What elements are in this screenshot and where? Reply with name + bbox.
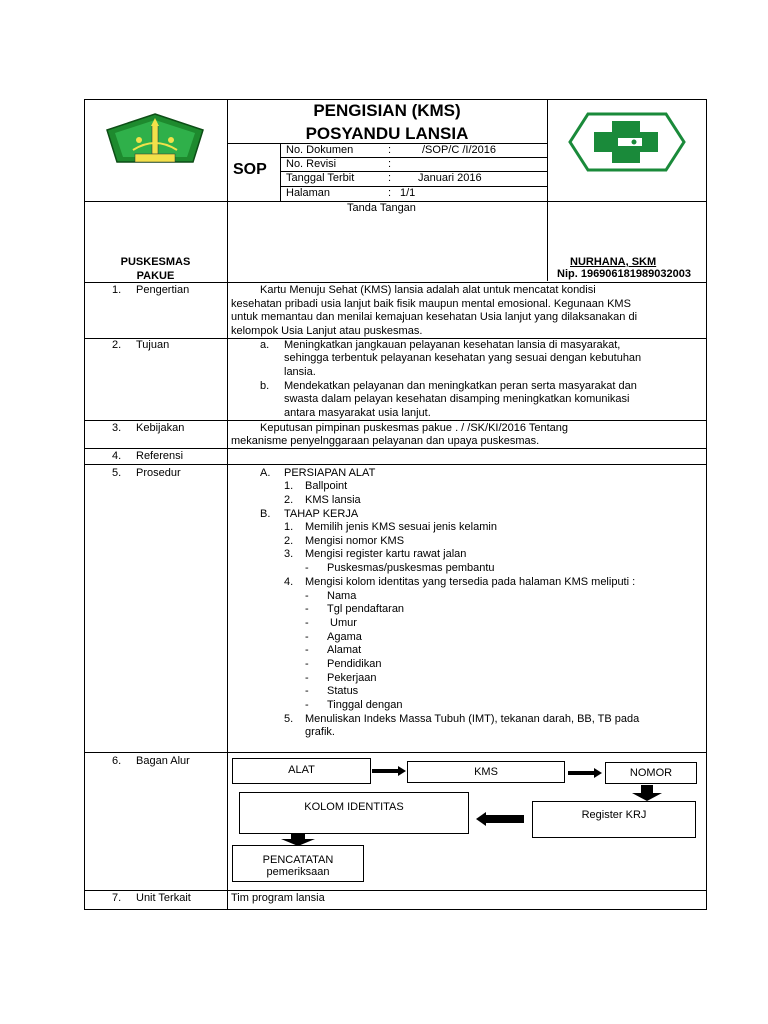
puskesmas-name: PAKUE	[136, 270, 175, 282]
list-heading: PERSIAPAN ALAT	[284, 467, 376, 479]
column-divider	[280, 143, 281, 201]
list-number: 2.	[284, 535, 294, 547]
flow-box-alat	[232, 758, 371, 784]
list-item: Mengisi nomor KMS	[305, 535, 405, 547]
row-divider	[84, 464, 707, 465]
meta-label: No. Dokumen	[286, 144, 354, 156]
flow-box-pencatatan	[232, 845, 364, 882]
list-subitem: Alamat	[327, 644, 362, 656]
meta-sep: :	[388, 187, 392, 199]
section-number: 3.	[112, 422, 122, 434]
paragraph-line: kesehatan pribadi usia lanjut baik fisik maupun mental emosional. Kegunaan KMS	[231, 298, 631, 310]
list-subitem: Nama	[327, 590, 357, 602]
row-divider	[84, 420, 707, 421]
puskesmas-green-cross-logo	[568, 112, 686, 172]
sop-document	[84, 99, 707, 910]
meta-label: Halaman	[286, 187, 331, 199]
section-label: Bagan Alur	[136, 755, 190, 767]
list-number: 2.	[284, 494, 294, 506]
section-number: 6.	[112, 755, 122, 767]
list-dash: -	[305, 658, 309, 670]
list-subitem: Agama	[327, 631, 362, 643]
list-marker: B.	[260, 508, 271, 520]
list-subitem: Tgl pendaftaran	[327, 603, 405, 615]
section-label: Pengertian	[136, 284, 190, 296]
puskesmas-name: PUSKESMAS	[120, 256, 191, 268]
section-label: Prosedur	[136, 467, 181, 479]
list-item: Mendekatkan pelayanan dan meningkatkan peran serta masyarakat dan	[284, 380, 637, 392]
meta-label: No. Revisi	[286, 158, 337, 170]
list-subitem: Tinggal dengan	[327, 699, 403, 711]
list-subitem: Pendidikan	[327, 658, 382, 670]
list-item: sehingga terbentuk pelayanan kesehatan yang sesuai dengan kebutuhan	[284, 352, 642, 364]
flow-box-label: PENCATATAN	[262, 854, 334, 866]
list-dash: -	[305, 685, 309, 697]
list-item: Mengisi kolom identitas yang tersedia pada halaman KMS meliputi :	[305, 576, 636, 588]
list-number: 3.	[284, 548, 294, 560]
section-label: Kebijakan	[136, 422, 185, 434]
flow-box-kms	[407, 761, 565, 783]
list-item: Memilih jenis KMS sesuai jenis kelamin	[305, 521, 497, 533]
list-item: Mengisi register kartu rawat jalan	[305, 548, 467, 560]
sop-label: SOP	[233, 161, 267, 178]
section-label: Tujuan	[136, 339, 170, 351]
row-divider	[84, 890, 707, 891]
list-dash: -	[305, 631, 309, 643]
paragraph-line: kelompok Usia Lanjut atau puskesmas.	[231, 325, 423, 337]
unit-terkait-value: Tim program lansia	[231, 892, 325, 904]
section-label: Unit Terkait	[136, 892, 191, 904]
arrow-left-icon	[476, 812, 524, 826]
list-heading: TAHAP KERJA	[284, 508, 359, 520]
signatory-name: NURHANA, SKM	[570, 256, 657, 268]
list-subitem: Puskesmas/puskesmas pembantu	[327, 562, 495, 574]
paragraph-line: Keputusan pimpinan puskesmas pakue . / /SK/KI/2016 Tentang	[260, 422, 568, 434]
flow-box-nomor	[605, 762, 697, 784]
flow-box-label: pemeriksaan	[266, 866, 330, 878]
arrow-right-icon	[568, 768, 602, 778]
arrow-down-icon	[632, 785, 662, 801]
meta-sep: :	[388, 172, 392, 184]
list-item: Meningkatkan jangkauan pelayanan kesehatan lansia di masyarakat,	[284, 339, 621, 351]
list-item: lansia.	[284, 366, 316, 378]
flow-box-label: ALAT	[288, 764, 315, 776]
row-divider	[84, 448, 707, 449]
signature-label: Tanda Tangan	[347, 202, 416, 214]
list-number: 5.	[284, 713, 294, 725]
list-item: swasta dalam pelayan kesehatan disamping meningkatkan komunikasi	[284, 393, 630, 405]
list-item: antara masyarakat usia lanjut.	[284, 407, 431, 419]
list-dash: -	[305, 617, 309, 629]
arrow-down-icon	[281, 834, 315, 846]
section-number: 1.	[112, 284, 122, 296]
meta-value: 1/1	[400, 187, 416, 199]
flow-box-label: KOLOM IDENTITAS	[304, 801, 404, 813]
paragraph-line: Kartu Menuju Sehat (KMS) lansia adalah alat untuk mencatat kondisi	[260, 284, 596, 296]
flow-box-label: KMS	[474, 766, 498, 778]
list-number: 4.	[284, 576, 294, 588]
meta-value: Januari 2016	[418, 172, 482, 184]
section-number: 4.	[112, 450, 122, 462]
list-dash: -	[305, 603, 309, 615]
meta-label: Tanggal Terbit	[286, 172, 355, 184]
meta-value: /SOP/C /I/2016	[422, 144, 496, 156]
page-title: PENGISIAN (KMS)	[313, 101, 461, 120]
list-subitem: Umur	[327, 617, 357, 629]
list-subitem: Status	[327, 685, 359, 697]
column-divider	[547, 99, 548, 281]
list-subitem: Pekerjaan	[327, 672, 377, 684]
district-crest-logo	[103, 112, 207, 170]
meta-sep: :	[388, 158, 392, 170]
list-marker: a.	[260, 339, 270, 351]
list-dash: -	[305, 644, 309, 656]
flow-box-kolom-identitas	[239, 792, 469, 834]
flow-box-label: NOMOR	[629, 767, 673, 779]
flow-box-register-krj	[532, 801, 696, 838]
list-number: 1.	[284, 521, 294, 533]
list-item: KMS lansia	[305, 494, 361, 506]
meta-sep: :	[388, 144, 392, 156]
flow-box-label: Register KRJ	[581, 809, 647, 821]
section-number: 7.	[112, 892, 122, 904]
signatory-nip: Nip. 196906181989032003	[557, 268, 691, 280]
list-item: Menuliskan Indeks Massa Tubuh (IMT), tekanan darah, BB, TB pada	[305, 713, 640, 725]
list-dash: -	[305, 699, 309, 711]
list-item: Ballpoint	[305, 480, 348, 492]
list-marker: A.	[260, 467, 271, 479]
list-dash: -	[305, 590, 309, 602]
page-subtitle: POSYANDU LANSIA	[305, 124, 469, 143]
list-item: grafik.	[305, 726, 335, 738]
arrow-right-icon	[372, 766, 406, 776]
paragraph-line: untuk memantau dan menilai kemajuan kesehatan Usia lanjut yang dilaksanakan di	[231, 311, 638, 323]
row-divider	[84, 752, 707, 753]
list-dash: -	[305, 672, 309, 684]
paragraph-line: mekanisme penyelnggaraan pelayanan dan upaya puskesmas.	[231, 435, 540, 447]
list-number: 1.	[284, 480, 294, 492]
section-label: Referensi	[136, 450, 184, 462]
column-divider	[227, 99, 228, 910]
section-number: 5.	[112, 467, 122, 479]
section-number: 2.	[112, 339, 122, 351]
list-marker: b.	[260, 380, 270, 392]
list-dash: -	[305, 562, 309, 574]
